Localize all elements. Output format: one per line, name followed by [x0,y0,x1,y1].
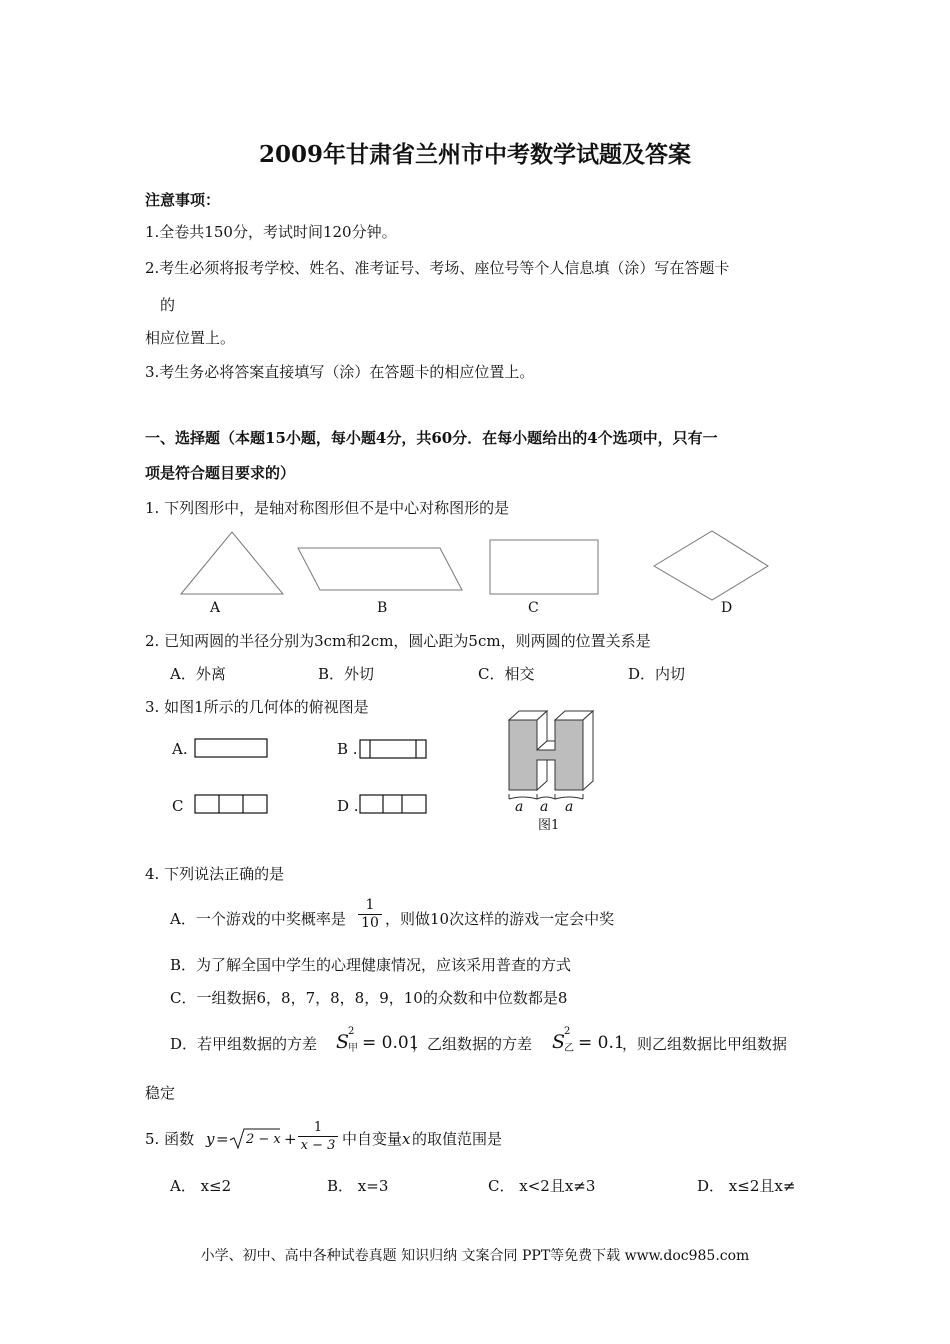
q4-option-c: C．一组数据6，8，7，8，8，9，10的众数和中位数都是8 [170,989,568,1007]
section-heading-cont: 项是符合题目要求的） [145,464,296,482]
notice-item-2: 2.考生必须将报考学校、姓名、准考证号、考场、座位号等个人信息填（涂）写在答题卡 [145,259,730,277]
q1-label-a: A [210,600,221,616]
q2-option-a: A．外离 [170,665,226,683]
fraction-reciprocal [298,1119,338,1154]
q1-label-d: D [721,600,733,616]
variance-symbol: S [552,1031,566,1053]
q1-label-b: B [377,600,388,616]
option-d-view [360,795,426,813]
q4-option-b: B．为了解全国中学生的心理健康情况，应该采用普查的方式 [170,956,572,974]
q2-option-b: B．外切 [318,665,375,683]
q3-label-a: A. [172,740,188,758]
q3-label-c: C [172,797,184,815]
notice-item-1: 1.全卷共150分，考试时间120分钟。 [145,223,397,241]
dim-label: a [540,799,549,815]
notice-item-2-end: 相应位置上。 [145,329,236,347]
footer-text: 小学、初中、高中各种试卷真题 知识归纳 文案合同 PPT等免费下载 www.doc985.com [200,1248,750,1264]
variance-symbol: S [336,1031,350,1053]
q4-option-d-post: ，则乙组数据比甲组数据 [622,1035,788,1053]
q4-option-d-cont: 稳定 [145,1084,176,1102]
denominator: 10 [358,914,382,932]
variable-x: x [402,1130,411,1148]
plus-sign: + [284,1130,297,1148]
q5-option-b: B． x=3 [327,1177,389,1195]
section-heading: 一、选择题（本题15小题，每小题4分，共60分．在每小题给出的4个选项中，只有一 [145,429,718,447]
q2-stem: 2. 已知两圆的半径分别为3cm和2cm，圆心距为5cm，则两圆的位置关系是 [145,632,651,650]
q1-stem: 1. 下列图形中，是轴对称图形但不是中心对称图形的是 [145,499,510,517]
q4-option-a-post: ，则做10次这样的游戏一定会中奖 [385,910,615,928]
numerator: 1 [313,1120,323,1135]
numerator: 1 [365,897,375,913]
subscript: 甲 [348,1043,358,1054]
dim-label: a [515,799,524,815]
equals-sign: = [216,1130,229,1148]
q3-label-b: B . [337,740,358,758]
notice-item-2-cont: 的 [160,296,176,314]
dim-label: a [565,799,574,815]
q3-stem: 3. 如图1所示的几何体的俯视图是 [145,698,369,716]
q4-stem: 4. 下列说法正确的是 [145,865,285,883]
q5-stem-pre: 5. 函数 [145,1130,195,1148]
superscript: 2 [564,1026,571,1037]
q4-option-d-pre: D．若甲组数据的方差 [170,1035,318,1053]
subscript: 乙 [564,1043,574,1054]
q4-option-a-pre: A．一个游戏的中奖概率是 [170,910,346,928]
function-var-y: y [206,1130,215,1148]
page-title: 2009年甘肃省兰州市中考数学试题及答案 [258,141,691,168]
q4-option-d-mid: ，乙组数据的方差 [412,1035,533,1053]
q5-option-c: C． x<2且x≠3 [488,1177,596,1195]
superscript: 2 [348,1026,355,1037]
radicand: 2 − x [246,1132,281,1147]
option-b-view [360,740,426,758]
q2-option-d: D．内切 [628,665,686,683]
q5-stem-end: 的取值范围是 [412,1130,503,1148]
option-c-view [195,795,267,813]
denominator: x − 3 [298,1136,338,1154]
notice-heading: 注意事项： [145,191,221,209]
h-solid-figure [509,711,593,799]
q2-option-c: C．相交 [478,665,535,683]
figure-caption: 图1 [538,818,560,833]
notice-item-3: 3.考生务必将答案直接填写（涂）在答题卡的相应位置上。 [145,363,535,381]
variance-value-a: = 0.01 [362,1033,420,1053]
q5-option-a: A． x≤2 [170,1177,232,1195]
q3-label-d: D . [337,797,359,815]
q5-stem-post: 中自变量 [342,1130,403,1148]
option-a-view [195,739,267,757]
variance-value-b: = 0.1 [578,1033,625,1053]
fraction-one-tenth [358,897,382,932]
q1-label-c: C [528,600,539,616]
q5-option-d: D． x≤2且x≠ [697,1177,796,1195]
